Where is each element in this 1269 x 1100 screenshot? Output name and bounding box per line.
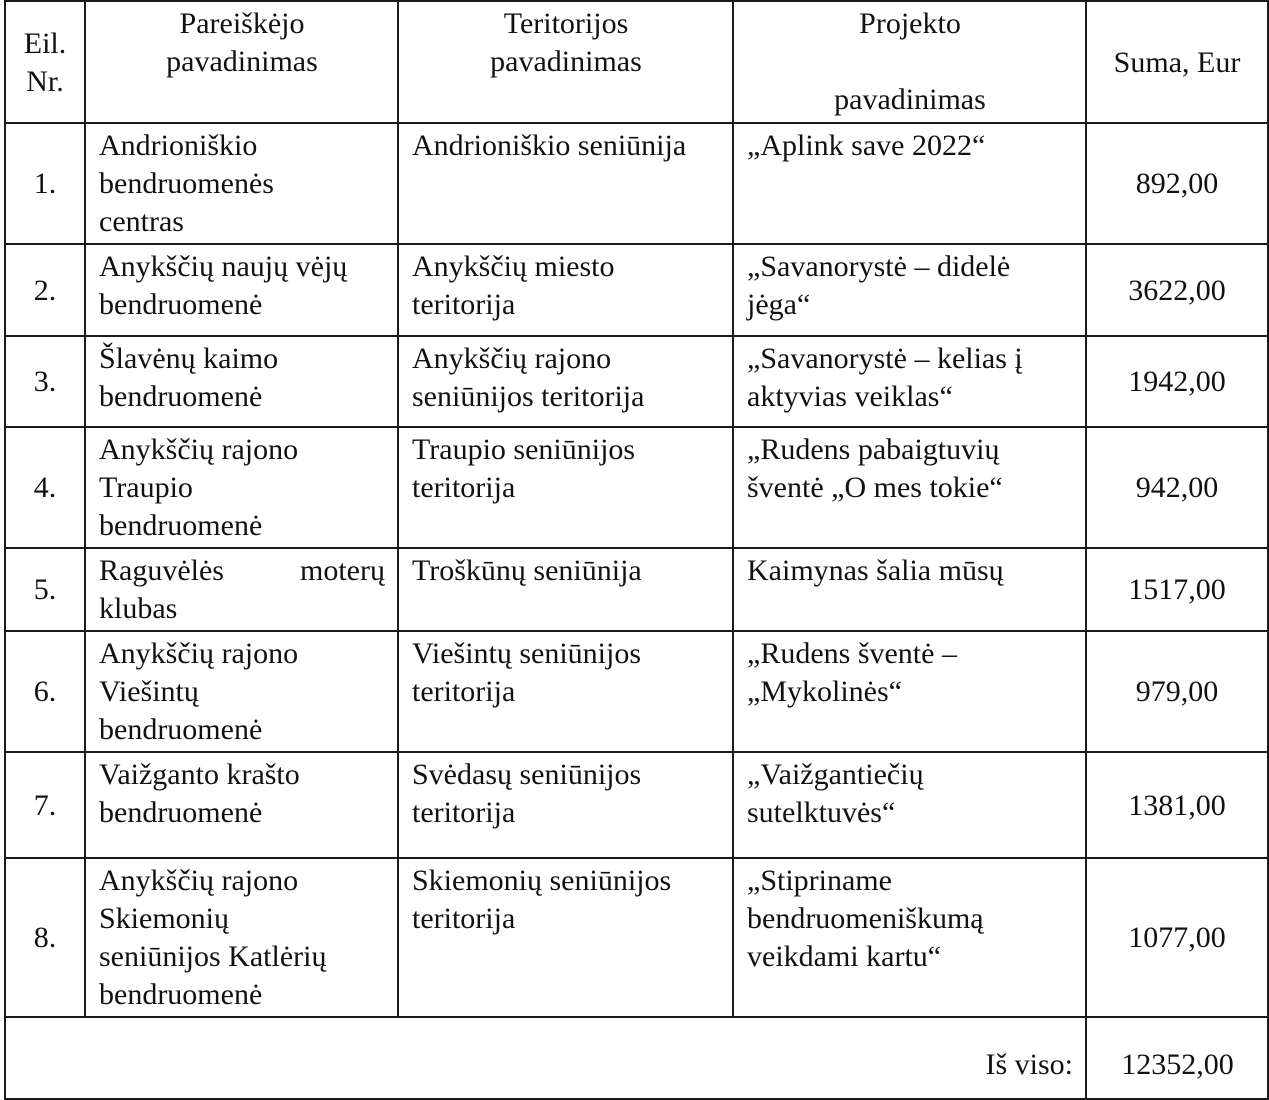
applicant-cell: Andrioniškio bendruomenės centras xyxy=(85,123,398,244)
territory-cell: Skiemonių seniūnijos teritorija xyxy=(398,858,733,1017)
project-cell: „Rudens šventė – „Mykolinės“ xyxy=(733,631,1086,752)
territory-cell: Svėdasų seniūnijos teritorija xyxy=(398,752,733,858)
sum-cell: 1942,00 xyxy=(1086,336,1268,427)
applicant-cell: Anykščių naujų vėjų bendruomenė xyxy=(85,244,398,336)
project-cell: „Vaižgantiečių sutelktuvės“ xyxy=(733,752,1086,858)
row-number: 4. xyxy=(5,427,85,548)
table-row xyxy=(5,336,1268,427)
row-number: 6. xyxy=(5,631,85,752)
project-cell: „Rudens pabaigtuvių šventė „O mes tokie“ xyxy=(733,427,1086,548)
header-applicant: Pareiškėjo pavadinimas xyxy=(85,1,398,123)
project-cell: Kaimynas šalia mūsų xyxy=(733,548,1086,631)
territory-cell: Traupio seniūnijos teritorija xyxy=(398,427,733,548)
applicant-cell: Anykščių rajono Skiemonių seniūnijos Katlėrių bendruomenė xyxy=(85,858,398,1017)
table-row xyxy=(5,631,1268,752)
territory-cell: Anykščių rajono seniūnijos teritorija xyxy=(398,336,733,427)
sum-cell: 1077,00 xyxy=(1086,858,1268,1017)
project-cell: „Savanorystė – kelias į aktyvias veiklas“ xyxy=(733,336,1086,427)
applicant-cell: Šlavėnų kaimo bendruomenė xyxy=(85,336,398,427)
sum-cell: 3622,00 xyxy=(1086,244,1268,336)
project-cell: „Aplink save 2022“ xyxy=(733,123,1086,244)
row-number: 1. xyxy=(5,123,85,244)
table-row xyxy=(5,244,1268,336)
header-nr: Eil. Nr. xyxy=(5,1,85,123)
header-territory: Teritorijos pavadinimas xyxy=(398,1,733,123)
total-row xyxy=(5,1017,1268,1099)
total-sum: 12352,00 xyxy=(1086,1017,1268,1099)
row-number: 7. xyxy=(5,752,85,858)
project-cell: „Savanorystė – didelė jėga“ xyxy=(733,244,1086,336)
territory-cell: Anykščių miesto teritorija xyxy=(398,244,733,336)
territory-cell: Viešintų seniūnijos teritorija xyxy=(398,631,733,752)
territory-cell: Andrioniškio seniūnija xyxy=(398,123,733,244)
territory-cell: Troškūnų seniūnija xyxy=(398,548,733,631)
table-row xyxy=(5,548,1268,631)
table-row xyxy=(5,427,1268,548)
table-row xyxy=(5,858,1268,1017)
applicant-cell: Anykščių rajono Traupio bendruomenė xyxy=(85,427,398,548)
sum-cell: 1517,00 xyxy=(1086,548,1268,631)
project-cell: „Stipriname bendruomeniškumą veikdami kartu“ xyxy=(733,858,1086,1017)
table-row xyxy=(5,752,1268,858)
row-number: 3. xyxy=(5,336,85,427)
sum-cell: 892,00 xyxy=(1086,123,1268,244)
row-number: 2. xyxy=(5,244,85,336)
grants-table xyxy=(4,0,1269,1100)
sum-cell: 979,00 xyxy=(1086,631,1268,752)
applicant-cell: Vaižganto krašto bendruomenė xyxy=(85,752,398,858)
sum-cell: 942,00 xyxy=(1086,427,1268,548)
applicant-cell: Raguvėlės moterų klubas xyxy=(85,548,398,631)
applicant-cell: Anykščių rajono Viešintų bendruomenė xyxy=(85,631,398,752)
header-project: Projekto pavadinimas xyxy=(733,1,1086,123)
header-sum: Suma, Eur xyxy=(1086,1,1268,123)
table-header-row xyxy=(5,1,1268,123)
total-label: Iš viso: xyxy=(5,1017,1086,1099)
row-number: 8. xyxy=(5,858,85,1017)
row-number: 5. xyxy=(5,548,85,631)
table-row xyxy=(5,123,1268,244)
sum-cell: 1381,00 xyxy=(1086,752,1268,858)
